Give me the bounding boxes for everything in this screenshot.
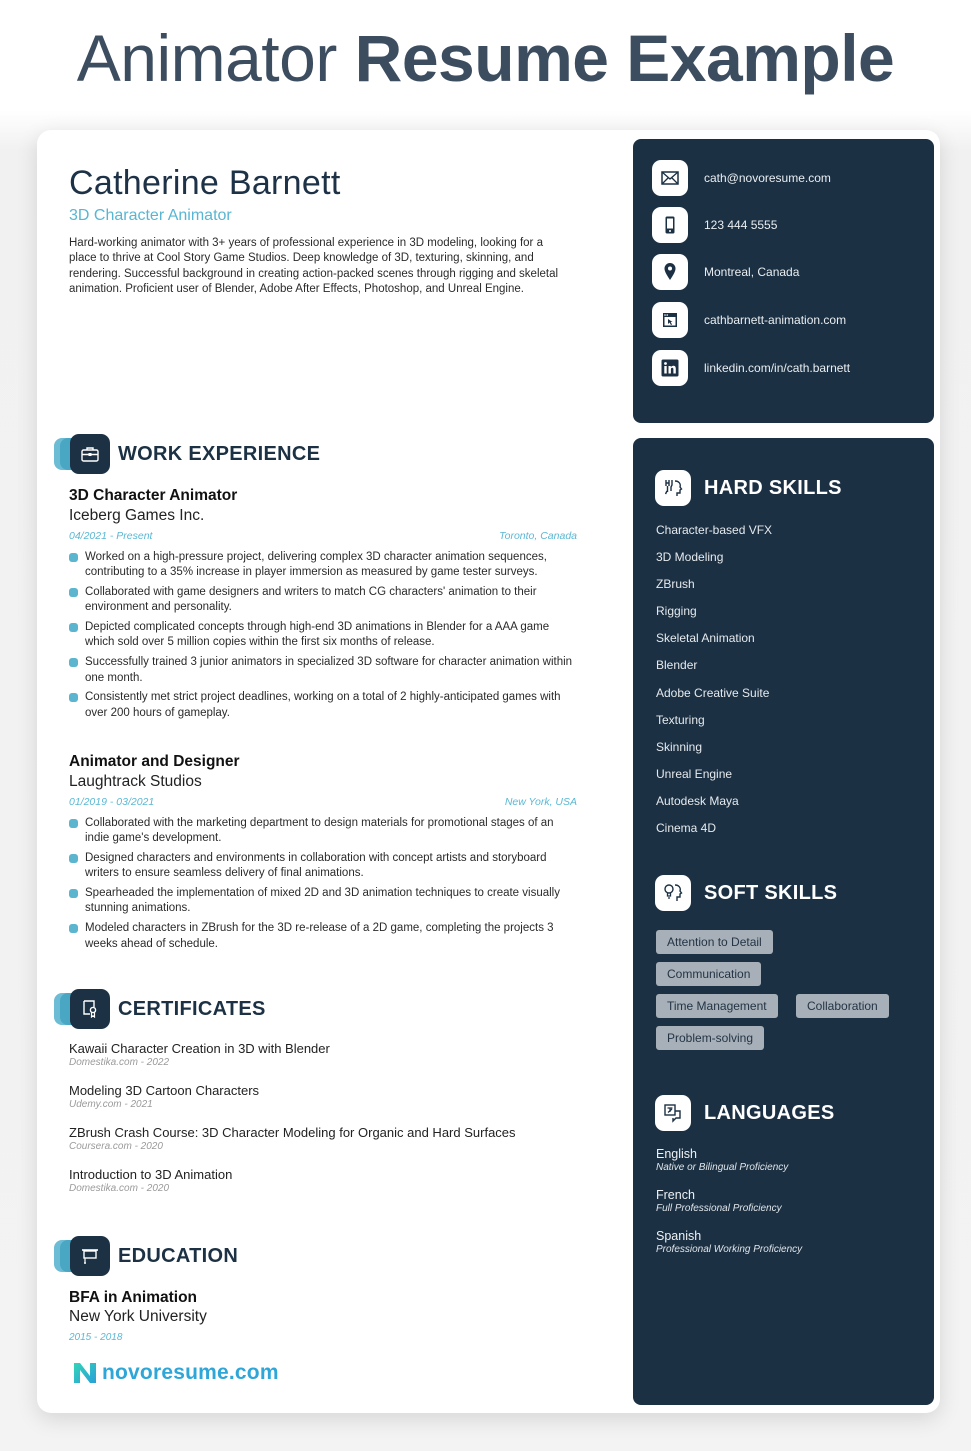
phone-icon <box>652 207 688 243</box>
certificate-item <box>69 1167 232 1194</box>
bullet-item: Consistently met strict project deadlines, working on a total of 2 highly-anticipated games with over 200 hours of gameplay. <box>69 690 574 721</box>
bullet-item: Spearheaded the implementation of mixed 2D and 3D animation techniques to create visually stunning animations. <box>69 886 574 917</box>
certificate-item <box>69 1125 516 1152</box>
graduation-board-icon <box>70 1236 110 1276</box>
briefcase-icon <box>70 434 110 474</box>
section-title: LANGUAGES <box>704 1101 835 1124</box>
education-dates: 2015 - 2018 <box>69 1332 123 1343</box>
language-name: Spanish <box>656 1229 702 1243</box>
bullet-item: Designed characters and environments in collaboration with concept artists and storyboard writers to ensure seamless delivery of final animations. <box>69 851 574 882</box>
hard-skill-item: Cinema 4D <box>656 821 717 835</box>
location-pin-icon <box>652 254 688 290</box>
soft-skill-chip: Time Management <box>656 994 778 1018</box>
linkedin-icon <box>652 350 688 386</box>
education-school: New York University <box>69 1308 207 1325</box>
candidate-role: 3D Character Animator <box>69 207 232 224</box>
hard-skill-item: Adobe Creative Suite <box>656 686 770 700</box>
certificate-name: ZBrush Crash Course: 3D Character Modeling for Organic and Hard Surfaces <box>69 1125 516 1140</box>
soft-skill-chip: Attention to Detail <box>656 930 773 954</box>
hard-skill-item: Unreal Engine <box>656 767 733 781</box>
bullet-item: Worked on a high-pressure project, delivering complex 3D character animation sequences, contributing to a 35% increase in player immersion as measured by game tester surveys. <box>69 550 574 581</box>
section-hard-skills <box>655 470 842 506</box>
section-title: WORK EXPERIENCE <box>118 442 321 465</box>
brand-text: novoresume.com <box>102 1361 279 1384</box>
lightbulb-head-icon <box>655 875 691 911</box>
novoresume-logo-icon <box>72 1360 98 1386</box>
education-degree: BFA in Animation <box>69 1289 198 1306</box>
section-soft-skills <box>655 875 837 911</box>
hard-skill-item: Autodesk Maya <box>656 794 739 808</box>
page-title-light: Animator <box>76 21 337 95</box>
bullet-dot-icon <box>69 889 78 898</box>
job-bullets <box>69 550 574 725</box>
bullet-dot-icon <box>69 854 78 863</box>
job-location: Toronto, Canada <box>499 530 577 542</box>
hard-skill-item: Skinning <box>656 740 703 754</box>
soft-skill-chip: Problem-solving <box>656 1026 764 1050</box>
job-meta <box>69 796 577 808</box>
hard-skill-item: Skeletal Animation <box>656 631 755 645</box>
certificate-icon <box>70 989 110 1029</box>
website-icon <box>652 302 688 338</box>
contact-email-text: cath@novoresume.com <box>704 171 831 185</box>
contact-website[interactable] <box>652 302 846 338</box>
contact-linkedin[interactable] <box>652 350 850 386</box>
brand-logo[interactable] <box>72 1360 279 1386</box>
language-item <box>656 1188 782 1214</box>
job-dates: 01/2019 - 03/2021 <box>69 796 155 808</box>
hard-skill-item: Character-based VFX <box>656 523 773 537</box>
translate-icon <box>655 1095 691 1131</box>
language-level: Full Professional Proficiency <box>656 1203 782 1214</box>
job-location: New York, USA <box>504 796 577 808</box>
soft-skill-chip: Communication <box>656 962 761 986</box>
contact-email[interactable] <box>652 160 831 196</box>
certificate-source: Domestika.com - 2020 <box>69 1183 170 1194</box>
contact-location-text: Montreal, Canada <box>704 265 800 279</box>
bullet-dot-icon <box>69 623 78 632</box>
language-name: English <box>656 1147 697 1161</box>
bullet-dot-icon <box>69 658 78 667</box>
language-item <box>656 1147 788 1173</box>
job-company: Iceberg Games Inc. <box>69 507 205 524</box>
tools-head-icon <box>655 470 691 506</box>
bullet-item: Successfully trained 3 junior animators in specialized 3D software for character animation within one month. <box>69 655 574 686</box>
soft-skill-chip: Collaboration <box>796 994 889 1018</box>
page-title <box>0 18 971 98</box>
hard-skill-item: 3D Modeling <box>656 550 724 564</box>
job-title: 3D Character Animator <box>69 487 238 504</box>
contact-phone-text: 123 444 5555 <box>704 218 778 232</box>
contact-website-text: cathbarnett-animation.com <box>704 313 847 327</box>
hard-skill-item: Rigging <box>656 604 697 618</box>
candidate-name: Catherine Barnett <box>69 164 341 202</box>
certificate-source: Domestika.com - 2022 <box>69 1057 170 1068</box>
section-education <box>54 1236 238 1276</box>
section-title: CERTIFICATES <box>118 997 266 1020</box>
contact-location[interactable] <box>652 254 799 290</box>
section-title: SOFT SKILLS <box>704 881 838 904</box>
certificate-name: Introduction to 3D Animation <box>69 1167 233 1182</box>
contact-linkedin-text: linkedin.com/in/cath.barnett <box>704 361 851 375</box>
bullet-dot-icon <box>69 924 78 933</box>
bullet-dot-icon <box>69 553 78 562</box>
language-name: French <box>656 1188 695 1202</box>
certificate-source: Coursera.com - 2020 <box>69 1141 163 1152</box>
language-level: Professional Working Proficiency <box>656 1244 803 1255</box>
hard-skill-item: Blender <box>656 658 698 672</box>
certificate-item <box>69 1041 330 1068</box>
certificate-name: Kawaii Character Creation in 3D with Blender <box>69 1041 330 1056</box>
bullet-item: Modeled characters in ZBrush for the 3D re-release of a 2D game, completing the projects 3 weeks ahead of schedule. <box>69 921 574 952</box>
bullet-item: Collaborated with game designers and writers to match CG characters' animation to their environment and personality. <box>69 585 574 616</box>
contact-phone[interactable] <box>652 207 777 243</box>
bullet-dot-icon <box>69 588 78 597</box>
bullet-dot-icon <box>69 693 78 702</box>
bullet-item: Collaborated with the marketing department to design materials for promotional stages of an indie game's development. <box>69 816 574 847</box>
section-title: EDUCATION <box>118 1244 239 1267</box>
job-title: Animator and Designer <box>69 753 240 770</box>
hard-skill-item: Texturing <box>656 713 705 727</box>
language-item <box>656 1229 802 1255</box>
job-company: Laughtrack Studios <box>69 773 202 790</box>
summary: Hard-working animator with 3+ years of professional experience in 3D modeling, looking for a place to thrive at Cool Story Game Studios. Deep knowledge of 3D, texturing, skinning, and rendering. Successful background in creating action-packed scenes through rigging and skeletal animation. Proficient user of Blender, Adobe After Effects, Photoshop, and Unreal Engine. <box>69 237 559 295</box>
section-title: HARD SKILLS <box>704 476 842 499</box>
job-dates: 04/2021 - Present <box>69 530 153 542</box>
language-level: Native or Bilingual Proficiency <box>656 1162 789 1173</box>
section-certificates <box>54 989 266 1029</box>
job-meta <box>69 530 577 542</box>
section-work-experience <box>54 434 320 474</box>
section-languages <box>655 1095 834 1131</box>
hard-skill-item: ZBrush <box>656 577 695 591</box>
envelope-icon <box>652 160 688 196</box>
bullet-dot-icon <box>69 819 78 828</box>
certificate-item <box>69 1083 259 1110</box>
certificate-source: Udemy.com - 2021 <box>69 1099 153 1110</box>
job-bullets <box>69 816 574 956</box>
bullet-item: Depicted complicated concepts through high-end 3D animations in Blender for a AAA game which sold over 5 million copies within the first six months of release. <box>69 620 574 651</box>
certificate-name: Modeling 3D Cartoon Characters <box>69 1083 260 1098</box>
page-title-bold: Resume Example <box>354 21 895 95</box>
